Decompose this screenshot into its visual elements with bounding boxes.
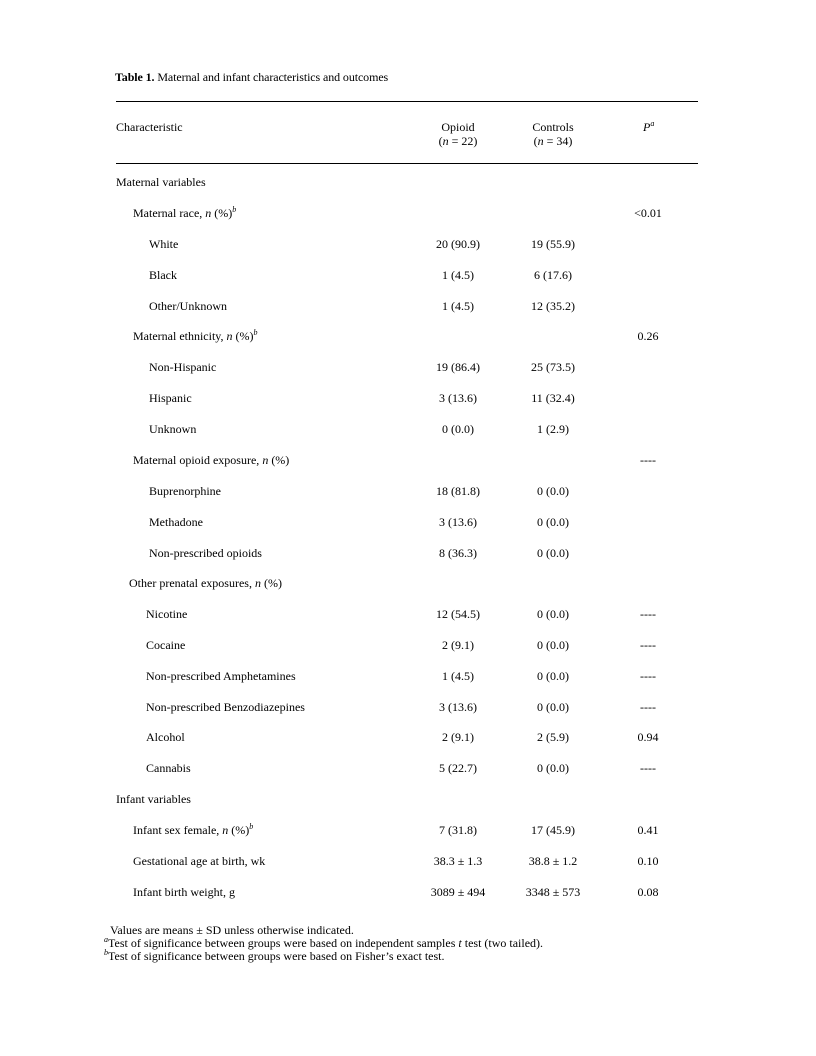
opioid-value: 2 (9.1): [442, 638, 474, 652]
row-label: [149, 390, 192, 406]
opioid-value: 19 (86.4): [436, 360, 480, 374]
opioid-value: 12 (54.5): [436, 607, 480, 621]
table-row: [0, 298, 816, 314]
header-controls: [508, 120, 598, 148]
row-label-text: White: [149, 237, 179, 251]
opioid-value: 20 (90.9): [436, 237, 480, 251]
p-value: 0.08: [637, 885, 659, 899]
header-opioid-n: (n = 22): [438, 134, 478, 148]
controls-value: 25 (73.5): [531, 360, 575, 374]
row-label-suffix: (%): [214, 206, 233, 220]
row-label-text: Cocaine: [146, 638, 186, 652]
table-row: [0, 637, 816, 653]
row-label-text: Maternal race,: [133, 206, 203, 220]
top-rule: [116, 101, 698, 102]
opioid-value: 3 (13.6): [439, 515, 477, 529]
p-value: 0.26: [637, 329, 659, 343]
controls-value: 19 (55.9): [531, 237, 575, 251]
header-p-sup: a: [650, 119, 655, 128]
controls-value: 6 (17.6): [534, 268, 572, 282]
row-label: Maternal race, n (%)$^b$: [133, 205, 237, 220]
controls-value: 38.8 ± 1.2: [528, 854, 578, 868]
row-label-suffix: (%): [271, 453, 290, 467]
opioid-value: 38.3 ± 1.3: [433, 854, 483, 868]
row-label: [149, 483, 221, 499]
row-label: [149, 545, 262, 561]
row-label-text: Non-prescribed Amphetamines: [146, 669, 296, 683]
p-value: ----: [640, 761, 656, 775]
table-row: [0, 328, 816, 344]
row-label-text: Cannabis: [146, 761, 191, 775]
row-label-suffix: (%): [263, 576, 282, 590]
row-label-text: Hispanic: [149, 391, 192, 405]
table-row: [0, 575, 816, 591]
opioid-value: 0 (0.0): [442, 422, 474, 436]
note-a-text-1: Test of significance between groups were based on independent samples: [108, 936, 456, 950]
table-notes: [104, 924, 543, 963]
row-label: [146, 760, 191, 776]
controls-value: 1 (2.9): [537, 422, 569, 436]
header-opioid: [413, 120, 503, 148]
table-row: [0, 267, 816, 283]
opioid-value: 18 (81.8): [436, 484, 480, 498]
controls-value: 0 (0.0): [537, 761, 569, 775]
p-value: <0.01: [634, 206, 662, 220]
table-row: [0, 174, 816, 190]
table-row: [0, 729, 816, 745]
header-controls-n: (n = 34): [533, 134, 573, 148]
header-opioid-n-value: = 22): [451, 134, 478, 148]
header-characteristic: Characteristic: [116, 120, 183, 134]
row-label-text: Non-prescribed Benzodiazepines: [146, 700, 305, 714]
p-value: ----: [640, 607, 656, 621]
opioid-value: 7 (31.8): [439, 823, 477, 837]
opioid-value: 2 (9.1): [442, 730, 474, 744]
row-label-text: Maternal opioid exposure,: [133, 453, 260, 467]
table-label: Table 1.: [115, 70, 155, 84]
header-p-label: P: [643, 120, 651, 134]
table-row: [0, 236, 816, 252]
opioid-value: 1 (4.5): [442, 268, 474, 282]
row-label-text: Infant birth weight, g: [133, 885, 235, 899]
header-p: [643, 120, 654, 134]
controls-value: 11 (32.4): [531, 391, 575, 405]
row-label-text: Maternal ethnicity,: [133, 329, 224, 343]
row-label-text: Unknown: [149, 422, 197, 436]
p-value: ----: [640, 453, 656, 467]
controls-value: 17 (45.9): [531, 823, 575, 837]
row-label-text: Maternal variables: [116, 175, 206, 189]
header-controls-n-value: = 34): [546, 134, 573, 148]
row-label: Maternal opioid exposure, n (%): [133, 453, 290, 467]
row-label-sup: b: [253, 328, 258, 337]
table-row: [0, 699, 816, 715]
opioid-value: 3 (13.6): [439, 391, 477, 405]
row-label-text: Other prenatal exposures,: [129, 576, 252, 590]
table-row: [0, 760, 816, 776]
opioid-value: 5 (22.7): [439, 761, 477, 775]
row-label-text: Buprenorphine: [149, 484, 221, 498]
controls-value: 0 (0.0): [537, 638, 569, 652]
controls-value: 2 (5.9): [537, 730, 569, 744]
p-value: ----: [640, 669, 656, 683]
note-a-sup: a: [104, 935, 108, 944]
table-row: [0, 606, 816, 622]
table-row: [0, 884, 816, 900]
row-label: [116, 791, 191, 807]
row-label: [149, 421, 196, 437]
controls-value: 12 (35.2): [531, 299, 575, 313]
table-row: [0, 514, 816, 530]
row-label: [133, 853, 265, 869]
row-label-text: Non-Hispanic: [149, 360, 217, 374]
table-row: [0, 483, 816, 499]
table-row: [0, 421, 816, 437]
row-label: [133, 884, 235, 900]
note-b-text: Test of significance between groups were based on Fisher’s exact test.: [108, 949, 445, 963]
row-label: [146, 668, 296, 684]
controls-value: 0 (0.0): [537, 484, 569, 498]
table-row: [0, 822, 816, 838]
p-value: ----: [640, 638, 656, 652]
table-title: Maternal and infant characteristics and outcomes: [157, 70, 389, 84]
table-row: [0, 791, 816, 807]
row-label: [149, 236, 178, 252]
row-label-text: Nicotine: [146, 607, 188, 621]
table-caption: [115, 70, 388, 85]
note-b-sup: b: [104, 948, 108, 957]
row-label-text: Other/Unknown: [149, 299, 227, 313]
opioid-value: 1 (4.5): [442, 299, 474, 313]
row-label-text: Gestational age at birth, wk: [133, 854, 266, 868]
row-label: Infant sex female, n (%)$^b$: [133, 822, 254, 837]
header-controls-label: Controls: [532, 120, 574, 134]
row-label: [146, 699, 305, 715]
row-label: [149, 359, 216, 375]
table-row: [0, 390, 816, 406]
p-value: 0.10: [637, 854, 659, 868]
opioid-value: 1 (4.5): [442, 669, 474, 683]
note-a-text-2: test (two tailed).: [464, 936, 544, 950]
row-label: [149, 298, 227, 314]
p-value: 0.41: [637, 823, 659, 837]
table-row: [0, 359, 816, 375]
p-value: ----: [640, 700, 656, 714]
controls-value: 0 (0.0): [537, 700, 569, 714]
row-label-suffix: (%): [231, 823, 250, 837]
row-label: Maternal ethnicity, n (%)$^b$: [133, 328, 258, 343]
p-value: 0.94: [637, 730, 659, 744]
table-row: [0, 452, 816, 468]
row-label: [116, 174, 206, 190]
row-label-text: Black: [149, 268, 177, 282]
note-values-text: Values are means ± SD unless otherwise indicated.: [110, 923, 354, 937]
opioid-value: 8 (36.3): [439, 546, 477, 560]
row-label: [146, 606, 187, 622]
controls-value: 0 (0.0): [537, 607, 569, 621]
controls-value: 3348 ± 573: [525, 885, 581, 899]
row-label-text: Infant sex female,: [133, 823, 220, 837]
table-row: [0, 205, 816, 221]
table-row: [0, 545, 816, 561]
row-label: [149, 267, 177, 283]
row-label-text: Infant variables: [116, 792, 191, 806]
row-label: [146, 729, 185, 745]
row-label-text: Alcohol: [146, 730, 185, 744]
controls-value: 0 (0.0): [537, 515, 569, 529]
row-label-text: Methadone: [149, 515, 203, 529]
opioid-value: 3 (13.6): [439, 700, 477, 714]
row-label-sup: b: [249, 822, 254, 831]
controls-value: 0 (0.0): [537, 669, 569, 683]
opioid-value: 3089 ± 494: [430, 885, 486, 899]
note-b: [104, 950, 543, 963]
note-a-t: t: [458, 936, 462, 950]
header-rule: [116, 163, 698, 164]
controls-value: 0 (0.0): [537, 546, 569, 560]
row-label: [146, 637, 185, 653]
row-label-suffix: (%): [235, 329, 254, 343]
row-label: Other prenatal exposures, n (%): [129, 576, 282, 590]
row-label: [149, 514, 203, 530]
table-row: [0, 668, 816, 684]
header-opioid-label: Opioid: [441, 120, 475, 134]
row-label-sup: b: [232, 205, 237, 214]
table-row: [0, 853, 816, 869]
row-label-text: Non-prescribed opioids: [149, 546, 262, 560]
